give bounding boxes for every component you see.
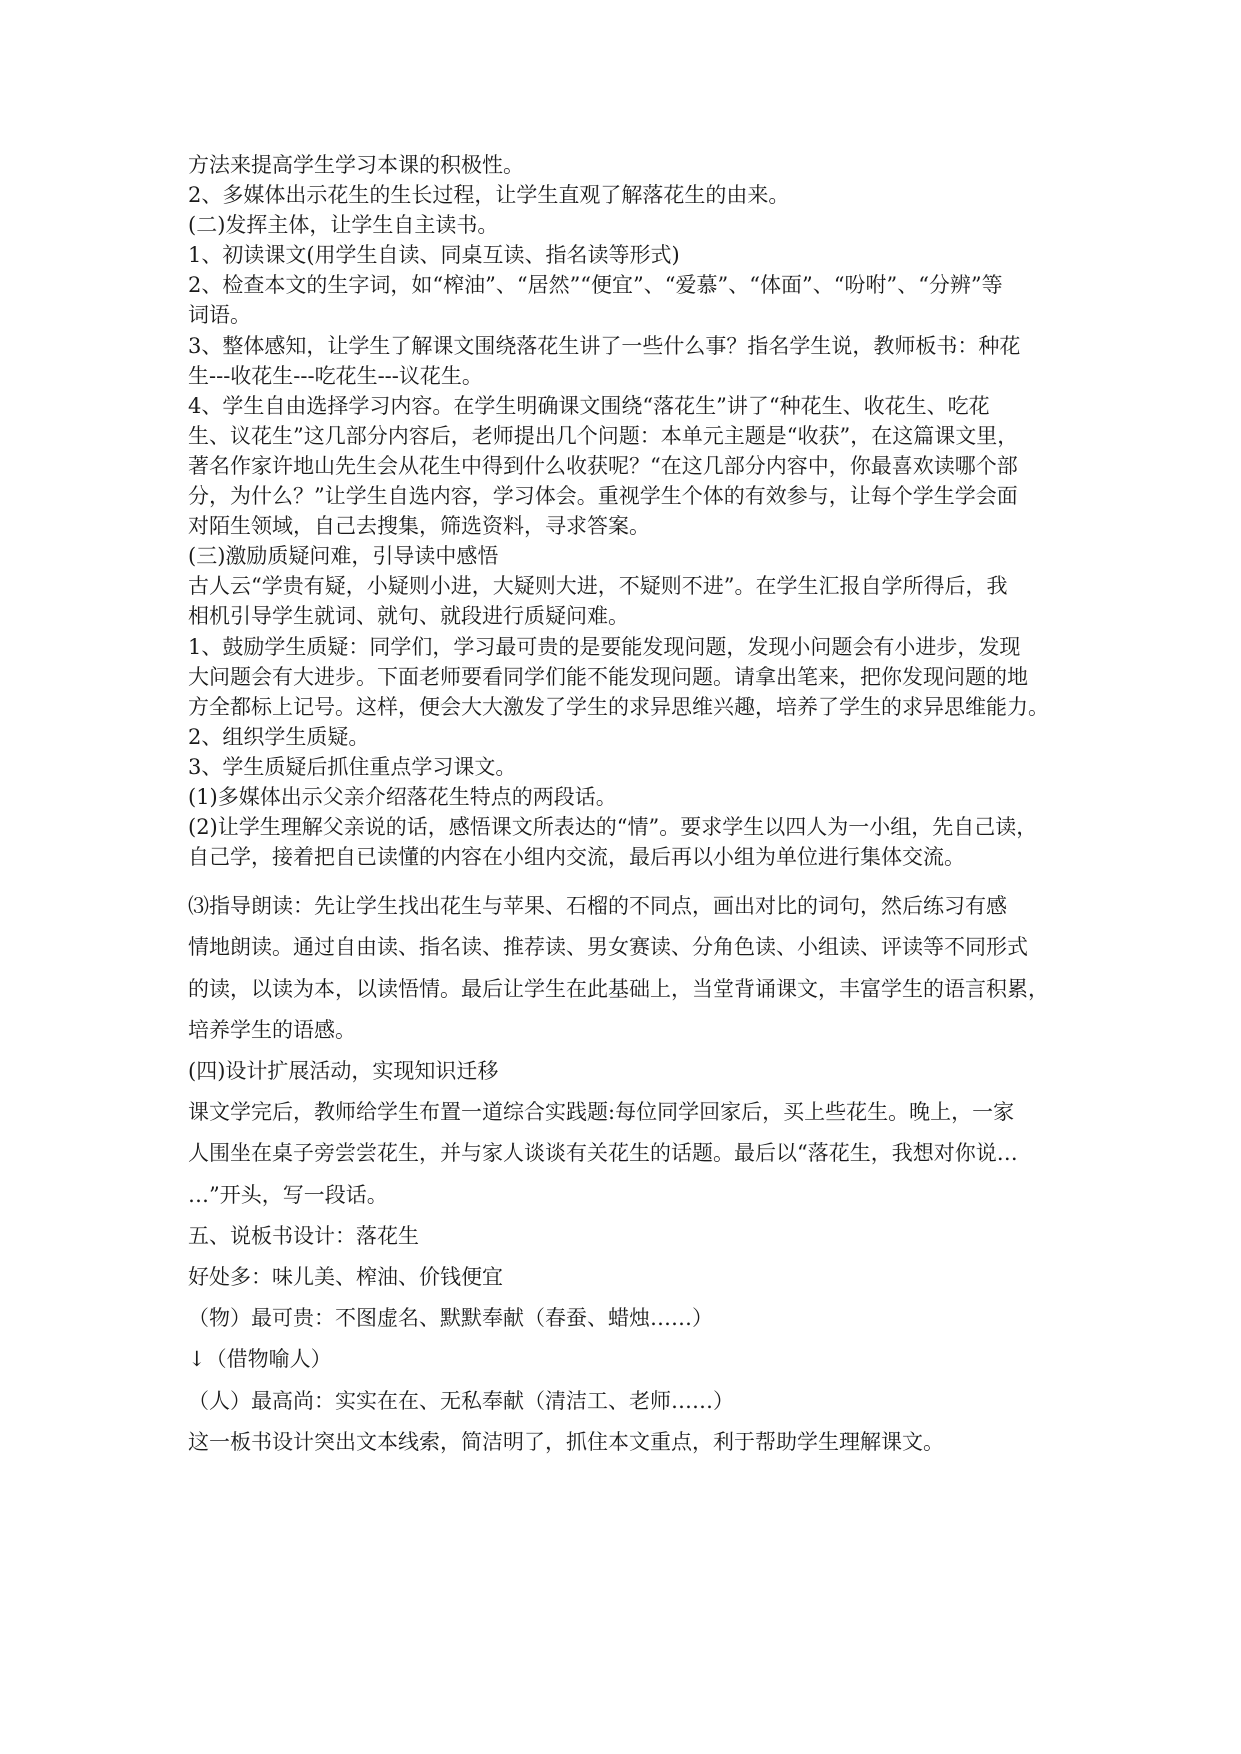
board-design-line: 好处多：味儿美、榨油、价钱便宜 [188,1265,503,1290]
paragraph-line: 生---收花生---吃花生---议花生。 [188,363,483,388]
paragraph-line: 生、议花生”这几部分内容后，老师提出几个问题：本单元主题是“收获”，在这篇课文里， [188,423,1019,448]
paragraph-line: 自己学，接着把自已读懂的内容在小组内交流，最后再以小组为单位进行集体交流。 [188,845,965,870]
paragraph-line: 2、组织学生质疑。 [188,724,370,749]
spacer [188,872,1056,886]
text-block-1 [188,150,1056,872]
section-heading: 五、说板书设计：落花生 [188,1223,419,1248]
paragraph-line: 词语。 [188,303,251,328]
paragraph-line: 2、多媒体出示花生的生长过程，让学生直观了解落花生的由来。 [188,183,790,208]
paragraph-line: 培养学生的语感。 [188,1017,356,1042]
paragraph-line: ⑶指导朗读：先让学生找出花生与苹果、石榴的不同点，画出对比的词句，然后练习有感 [188,894,1007,919]
paragraph-line: 1、鼓励学生质疑：同学们，学习最可贵的是要能发现问题，发现小问题会有小进步，发现 [188,634,1021,659]
paragraph-line: 这一板书设计突出文本线索，简洁明了，抓住本文重点，利于帮助学生理解课文。 [188,1429,944,1454]
paragraph-line: 大问题会有大进步。下面老师要看同学们能不能发现问题。请拿出笔来，把你发现问题的地 [188,664,1028,689]
paragraph-line: 3、整体感知，让学生了解课文围绕落花生讲了一些什么事？指名学生说，教师板书：种花 [188,333,1021,358]
paragraph-line: 4、学生自由选择学习内容。在学生明确课文围绕“落花生”讲了“种花生、收花生、吃花 [188,393,990,418]
paragraph-line: 的读，以读为本，以读悟情。最后让学生在此基础上，当堂背诵课文，丰富学生的语言积累， [188,976,1049,1001]
paragraph-line: 1、初读课文(用学生自读、同桌互读、指名读等形式) [188,243,680,268]
paragraph-line: 方全都标上记号。这样，便会大大激发了学生的求异思维兴趣，培养了学生的求异思维能力。 [188,694,1049,719]
paragraph-line: 课文学完后，教师给学生布置一道综合实践题:每位同学回家后，买上些花生。晚上，一家 [188,1100,1015,1125]
board-design-arrow-line: ↓（借物喻人） [188,1347,332,1372]
text-block-2 [188,886,1056,1463]
paragraph-line: (2)让学生理解父亲说的话，感悟课文所表达的“情”。要求学生以四人为一小组，先自己读， [188,815,1038,840]
section-heading: (三)激励质疑问难，引导读中感悟 [188,544,499,569]
paragraph-line: 人围坐在桌子旁尝尝花生，并与家人谈谈有关花生的话题。最后以“落花生，我想对你说… [188,1141,1018,1166]
paragraph-line: 方法来提高学生学习本课的积极性。 [188,153,524,177]
section-heading: (二)发挥主体，让学生自主读书。 [188,213,499,238]
paragraph-line: 对陌生领域，自己去搜集，筛选资料，寻求答案。 [188,514,650,539]
paragraph-line: 情地朗读。通过自由读、指名读、推荐读、男女赛读、分角色读、小组读、评读等不同形式 [188,935,1028,960]
board-design-line: （人）最高尚：实实在在、无私奉献（清洁工、老师……） [188,1388,734,1413]
paragraph-line: 相机引导学生就词、就句、就段进行质疑问难。 [188,604,629,629]
paragraph-line: 2、检查本文的生字词，如“榨油”、“居然”“便宜”、“爱慕”、“体面”、“吩咐”、“分辨”等 [188,273,1003,298]
paragraph-line: (1)多媒体出示父亲介绍落花生特点的两段话。 [188,784,617,809]
paragraph-line: 分，为什么？”让学生自选内容，学习体会。重视学生个体的有效参与，让每个学生学会面 [188,484,1018,509]
paragraph-line: 著名作家许地山先生会从花生中得到什么收获呢？“在这几部分内容中，你最喜欢读哪个部 [188,453,1018,478]
paragraph-line: 3、学生质疑后抓住重点学习课文。 [188,754,517,779]
paragraph-line: …”开头，写一段话。 [188,1182,388,1207]
section-heading: (四)设计扩展活动，实现知识迁移 [188,1059,499,1084]
board-design-line: （物）最可贵：不图虚名、默默奉献（春蚕、蜡烛……） [188,1306,713,1331]
paragraph-line: 古人云“学贵有疑，小疑则小进，大疑则大进，不疑则不进”。在学生汇报自学所得后，我 [188,574,1008,599]
document-page [188,150,1056,1463]
